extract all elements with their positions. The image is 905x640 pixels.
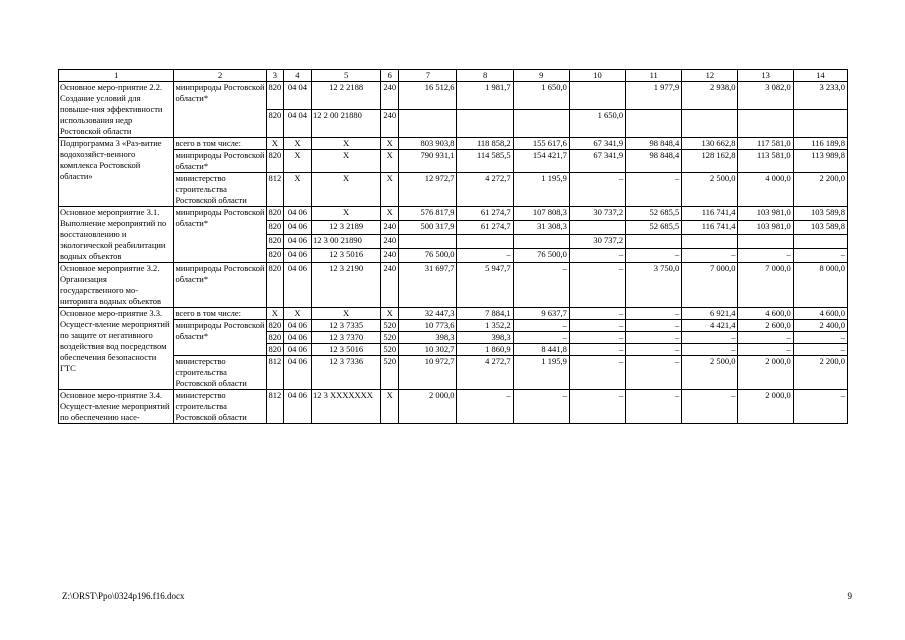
table-cell: – <box>626 320 682 332</box>
table-cell: 16 512,6 <box>399 82 457 110</box>
table-row <box>59 320 848 332</box>
table-cell: – <box>513 332 569 344</box>
table-cell: Х <box>311 207 380 221</box>
table-cell: 576 817,9 <box>399 207 457 221</box>
column-number: 10 <box>569 70 625 82</box>
table-cell: 2 200,0 <box>793 356 847 390</box>
table-cell: 1 860,9 <box>457 344 513 356</box>
page-number: 9 <box>847 591 852 601</box>
table-cell: – <box>738 332 793 344</box>
table-cell <box>399 235 457 249</box>
table-cell: 2 200,0 <box>793 173 847 207</box>
table-cell: 12 3 ХХХХХХХ <box>311 390 380 424</box>
column-number: 3 <box>266 70 283 82</box>
table-cell: 67 341,9 <box>569 150 625 173</box>
table-cell: 04 06 <box>283 344 311 356</box>
table-cell: 12 3 00 21890 <box>311 235 380 249</box>
table-cell: – <box>513 263 569 308</box>
executor-cell: всего в том числе: <box>174 308 266 320</box>
table-cell: 30 737,2 <box>569 235 625 249</box>
table-cell: 790 931,1 <box>399 150 457 173</box>
table-cell: – <box>569 308 625 320</box>
table-row <box>59 263 848 308</box>
table-cell: 2 400,0 <box>793 320 847 332</box>
table-cell: 10 773,6 <box>399 320 457 332</box>
table-cell: 103 981,0 <box>738 207 793 221</box>
table-cell: 820 <box>266 150 283 173</box>
table-cell <box>626 110 682 138</box>
table-cell: 04 04 <box>283 110 311 138</box>
column-number: 7 <box>399 70 457 82</box>
table-cell: – <box>626 344 682 356</box>
table-cell: 240 <box>381 249 399 263</box>
table-cell: Х <box>283 138 311 150</box>
table-cell: 812 <box>266 356 283 390</box>
table-cell <box>738 110 793 138</box>
table-cell: 240 <box>381 82 399 110</box>
table-cell: – <box>626 173 682 207</box>
table-cell: 520 <box>381 344 399 356</box>
table-cell <box>793 110 847 138</box>
table-cell: Х <box>381 390 399 424</box>
table-cell: – <box>626 308 682 320</box>
measure-description: Основное меро-приятие 3.4. Осущест-вление мероприятий по обеспечению насе- <box>59 390 174 424</box>
measure-description: Основное мероприятие 3.2. Организация государственного мо-ниторинга водных объектов <box>59 263 174 308</box>
table-cell: 820 <box>266 221 283 235</box>
table-cell: Х <box>381 308 399 320</box>
table-cell: 398,3 <box>399 332 457 344</box>
table-cell: 113 581,0 <box>738 150 793 173</box>
table-row <box>59 308 848 320</box>
table-cell: 67 341,9 <box>569 138 625 150</box>
table-cell: – <box>569 249 625 263</box>
column-number: 9 <box>513 70 569 82</box>
table-cell: 1 195,9 <box>513 173 569 207</box>
table-cell: 04 06 <box>283 320 311 332</box>
table-cell: 240 <box>381 235 399 249</box>
table-cell: – <box>569 390 625 424</box>
table-cell: 3 750,0 <box>626 263 682 308</box>
table-cell: – <box>569 344 625 356</box>
table-cell: – <box>682 249 738 263</box>
table-cell: – <box>626 249 682 263</box>
column-number: 12 <box>682 70 738 82</box>
executor-cell: минприроды Ростовской области* <box>174 207 266 263</box>
table-cell <box>738 235 793 249</box>
table-cell: 130 662,8 <box>682 138 738 150</box>
table-cell: 7 000,0 <box>738 263 793 308</box>
table-row <box>59 356 848 390</box>
column-number-row <box>59 70 848 82</box>
table-cell: 1 977,9 <box>626 82 682 110</box>
table-cell: 04 06 <box>283 207 311 221</box>
table-cell: Х <box>266 308 283 320</box>
table-cell: – <box>793 249 847 263</box>
table-cell: 2 000,0 <box>399 390 457 424</box>
table-cell: 31 697,7 <box>399 263 457 308</box>
table-cell: 114 585,5 <box>457 150 513 173</box>
table-cell <box>569 221 625 235</box>
table-cell: 1 650,0 <box>569 110 625 138</box>
table-cell: – <box>626 390 682 424</box>
table-cell: 803 903,8 <box>399 138 457 150</box>
table-cell: 4 000,0 <box>738 173 793 207</box>
table-cell: 12 2 00 21880 <box>311 110 380 138</box>
table-cell: – <box>682 344 738 356</box>
table-cell <box>513 110 569 138</box>
table-cell: 1 195,9 <box>513 356 569 390</box>
table-cell <box>513 235 569 249</box>
table-cell: – <box>738 249 793 263</box>
table-cell: 52 685,5 <box>626 207 682 221</box>
table-cell: – <box>513 320 569 332</box>
table-cell: 4 272,7 <box>457 173 513 207</box>
table-row <box>59 82 848 110</box>
table-cell: 12 3 5016 <box>311 249 380 263</box>
table-cell: 8 441,8 <box>513 344 569 356</box>
executor-cell: министерство строительства Ростовской области <box>174 390 266 424</box>
table-cell: – <box>569 320 625 332</box>
column-number: 5 <box>311 70 380 82</box>
table-cell: 04 04 <box>283 82 311 110</box>
column-number: 11 <box>626 70 682 82</box>
table-cell: 5 947,7 <box>457 263 513 308</box>
financing-table <box>58 69 848 424</box>
table-cell: 04 06 <box>283 332 311 344</box>
table-cell: – <box>793 390 847 424</box>
table-cell: 4 600,0 <box>738 308 793 320</box>
table-cell <box>682 235 738 249</box>
table-cell: 3 082,0 <box>738 82 793 110</box>
table-cell: – <box>457 390 513 424</box>
table-cell: 520 <box>381 332 399 344</box>
table-cell: 820 <box>266 344 283 356</box>
table-cell: 12 3 7336 <box>311 356 380 390</box>
table-cell: Х <box>381 150 399 173</box>
executor-cell: министерство строительства Ростовской области <box>174 356 266 390</box>
table-cell: 154 421,7 <box>513 150 569 173</box>
table-cell: 12 3 7370 <box>311 332 380 344</box>
table-cell: 2 500,0 <box>682 173 738 207</box>
table-cell: – <box>682 332 738 344</box>
table-cell: 52 685,5 <box>626 221 682 235</box>
table-cell: 113 989,8 <box>793 150 847 173</box>
table-cell: 12 2 2188 <box>311 82 380 110</box>
document-page <box>58 69 848 424</box>
table-cell: 12 3 5016 <box>311 344 380 356</box>
table-cell: 61 274,7 <box>457 221 513 235</box>
table-cell: Х <box>283 150 311 173</box>
table-cell: – <box>569 332 625 344</box>
table-cell: 1 352,2 <box>457 320 513 332</box>
table-cell: 04 06 <box>283 390 311 424</box>
table-cell: 2 600,0 <box>738 320 793 332</box>
column-number: 4 <box>283 70 311 82</box>
table-cell: 04 06 <box>283 249 311 263</box>
table-cell: Х <box>311 173 380 207</box>
table-cell: 116 741,4 <box>682 207 738 221</box>
table-cell: 4 600,0 <box>793 308 847 320</box>
table-cell: – <box>513 390 569 424</box>
column-number: 8 <box>457 70 513 82</box>
table-cell: Х <box>266 138 283 150</box>
table-cell: – <box>457 249 513 263</box>
table-cell: 820 <box>266 235 283 249</box>
table-cell: 6 921,4 <box>682 308 738 320</box>
table-cell: 1 650,0 <box>513 82 569 110</box>
table-cell: 103 589,8 <box>793 207 847 221</box>
table-cell: 2 000,0 <box>738 356 793 390</box>
executor-cell: министерство строительства Ростовской области <box>174 173 266 207</box>
table-cell: 04 06 <box>283 356 311 390</box>
table-cell: – <box>569 173 625 207</box>
table-cell: 103 589,8 <box>793 221 847 235</box>
table-cell <box>569 82 625 110</box>
column-number: 2 <box>174 70 266 82</box>
table-cell: 520 <box>381 320 399 332</box>
table-cell: 32 447,3 <box>399 308 457 320</box>
table-row <box>59 138 848 150</box>
table-cell: 820 <box>266 320 283 332</box>
measure-description: Подпрограмма 3 «Раз-витие водохозяйст-венного комплекса Ростовской области» <box>59 138 174 207</box>
table-cell: Х <box>311 308 380 320</box>
column-number: 14 <box>793 70 847 82</box>
table-cell: 04 06 <box>283 235 311 249</box>
table-row <box>59 390 848 424</box>
table-cell: Х <box>311 150 380 173</box>
table-cell: 10 302,7 <box>399 344 457 356</box>
table-cell <box>682 110 738 138</box>
table-cell <box>457 235 513 249</box>
column-number: 13 <box>738 70 793 82</box>
table-cell: 12 3 7335 <box>311 320 380 332</box>
table-cell: 820 <box>266 332 283 344</box>
table-cell: 820 <box>266 110 283 138</box>
table-cell: 103 981,0 <box>738 221 793 235</box>
table-cell: – <box>793 332 847 344</box>
table-cell: 31 308,3 <box>513 221 569 235</box>
measure-description: Основное мероприятие 3.1. Выполнение мероприятий по восстановлению и экологической реабилитации водных объектов <box>59 207 174 263</box>
table-cell: 2 500,0 <box>682 356 738 390</box>
table-cell: 500 317,9 <box>399 221 457 235</box>
table-cell: 240 <box>381 263 399 308</box>
table-cell: 155 617,6 <box>513 138 569 150</box>
executor-cell: минприроды Ростовской области* <box>174 263 266 308</box>
table-cell: 3 233,0 <box>793 82 847 110</box>
table-cell: 30 737,2 <box>569 207 625 221</box>
table-cell: Х <box>381 207 399 221</box>
table-cell <box>399 110 457 138</box>
table-cell: 128 162,8 <box>682 150 738 173</box>
table-cell: 9 637,7 <box>513 308 569 320</box>
table-cell <box>457 110 513 138</box>
table-cell: – <box>682 390 738 424</box>
column-number: 1 <box>59 70 174 82</box>
table-cell: 12 972,7 <box>399 173 457 207</box>
table-cell: – <box>793 344 847 356</box>
table-cell: 2 938,0 <box>682 82 738 110</box>
measure-description: Основное меро-приятие 2.2. Создание условий для повыше-ния эффективности использования недр Ростовской области <box>59 82 174 138</box>
table-cell: 820 <box>266 207 283 221</box>
column-number: 6 <box>381 70 399 82</box>
table-cell: 820 <box>266 249 283 263</box>
table-row <box>59 150 848 173</box>
table-cell: 4 421,4 <box>682 320 738 332</box>
table-cell: 107 808,3 <box>513 207 569 221</box>
table-cell: – <box>569 356 625 390</box>
table-cell <box>626 235 682 249</box>
measure-description: Основное меро-приятие 3.3. Осущест-вление мероприятий по защите от негативного воздействия вод посредством обеспечения безопасности ГТС <box>59 308 174 390</box>
table-cell: 240 <box>381 221 399 235</box>
executor-cell: минприроды Ростовской области* <box>174 82 266 138</box>
table-cell: 520 <box>381 356 399 390</box>
table-cell: 12 3 2189 <box>311 221 380 235</box>
table-cell: 61 274,7 <box>457 207 513 221</box>
table-cell: 116 189,8 <box>793 138 847 150</box>
executor-cell: всего в том числе: <box>174 138 266 150</box>
table-cell: – <box>626 332 682 344</box>
table-cell: 820 <box>266 82 283 110</box>
table-cell: 12 3 2190 <box>311 263 380 308</box>
table-cell: 7 884,1 <box>457 308 513 320</box>
table-cell: 1 981,7 <box>457 82 513 110</box>
table-cell: 812 <box>266 390 283 424</box>
table-cell: 116 741,4 <box>682 221 738 235</box>
table-cell <box>793 235 847 249</box>
table-cell: 76 500,0 <box>513 249 569 263</box>
table-cell: 117 581,0 <box>738 138 793 150</box>
table-cell: – <box>569 263 625 308</box>
table-cell: Х <box>381 173 399 207</box>
table-cell: 10 972,7 <box>399 356 457 390</box>
table-cell: 04 06 <box>283 221 311 235</box>
executor-cell: минприроды Ростовской области* <box>174 320 266 356</box>
table-cell: 812 <box>266 173 283 207</box>
table-cell: 76 500,0 <box>399 249 457 263</box>
table-cell: 98 848,4 <box>626 150 682 173</box>
table-cell: 118 858,2 <box>457 138 513 150</box>
table-cell: 240 <box>381 110 399 138</box>
file-path: Z:\ORST\Ppo\0324p196.f16.docx <box>62 591 185 601</box>
table-row <box>59 207 848 221</box>
table-cell: Х <box>381 138 399 150</box>
table-cell: Х <box>283 173 311 207</box>
table-cell: Х <box>283 308 311 320</box>
table-cell: – <box>738 344 793 356</box>
executor-cell: минприроды Ростовской области* <box>175 150 265 171</box>
table-cell: 04 06 <box>283 263 311 308</box>
table-cell: 98 848,4 <box>626 138 682 150</box>
table-cell: 2 000,0 <box>738 390 793 424</box>
table-cell: Х <box>311 138 380 150</box>
table-cell: – <box>626 356 682 390</box>
table-cell: 8 000,0 <box>793 263 847 308</box>
table-row <box>59 173 848 207</box>
table-cell: 4 272,7 <box>457 356 513 390</box>
table-cell: 398,3 <box>457 332 513 344</box>
table-cell: 820 <box>266 263 283 308</box>
table-cell: 7 000,0 <box>682 263 738 308</box>
